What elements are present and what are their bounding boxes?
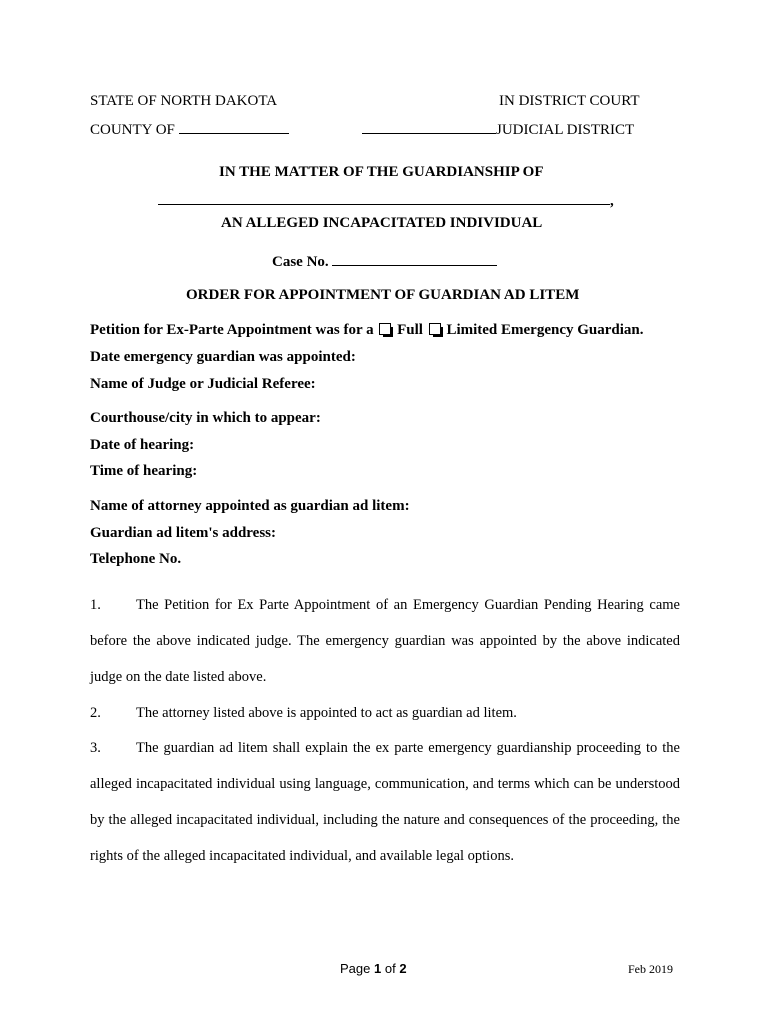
district-label: JUDICIAL DISTRICT [496, 122, 635, 138]
page-current: 1 [374, 961, 382, 976]
state-label: STATE OF NORTH DAKOTA [90, 93, 278, 109]
hearing-date-label: Date of hearing: [90, 437, 195, 453]
page-prefix: Page [340, 961, 371, 976]
revision-date: Feb 2019 [628, 962, 673, 976]
ward-name-comma: , [610, 193, 614, 209]
date-appointed-label: Date emergency guardian was appointed: [90, 349, 356, 365]
hearing-time-label: Time of hearing: [90, 463, 198, 479]
page-of: of [384, 961, 396, 976]
county-line [90, 119, 289, 139]
individual-heading: AN ALLEGED INCAPACITATED INDIVIDUAL [221, 215, 543, 231]
county-field[interactable] [179, 119, 289, 134]
county-label: COUNTY OF [90, 122, 175, 138]
petition-line [90, 322, 644, 339]
paragraph-text: The attorney listed above is appointed to act as guardian ad litem. [136, 705, 517, 721]
petition-label: Petition for Ex-Parte Appointment was for a [90, 322, 374, 338]
paragraph-number: 1. [90, 597, 101, 613]
paragraph-number: 2. [90, 705, 101, 721]
courthouse-label: Courthouse/city in which to appear: [90, 410, 321, 426]
paragraph-1 [90, 587, 680, 695]
limited-checkbox[interactable] [429, 323, 441, 335]
paragraph-number: 3. [90, 740, 101, 756]
court-label: IN DISTRICT COURT [499, 93, 640, 109]
paragraph-text: The guardian ad litem shall explain the ex parte emergency guardianship proceeding to the alleged incapacitated individual using language, communication, and terms which can be understood by the alleged incapacitated individual, including the nature and consequences of the proceeding, the rights of the alleged incapacitated individual, and available legal options. [90, 740, 680, 864]
telephone-label: Telephone No. [90, 551, 182, 567]
page-total: 2 [399, 961, 407, 976]
district-field[interactable] [362, 119, 496, 134]
judge-name-label: Name of Judge or Judicial Referee: [90, 376, 316, 392]
ward-name-line [158, 190, 614, 210]
matter-heading: IN THE MATTER OF THE GUARDIANSHIP OF [219, 164, 544, 180]
case-number-field[interactable] [332, 251, 497, 266]
full-option-label: Full [397, 322, 423, 338]
paragraph-2 [90, 695, 680, 731]
order-title: ORDER FOR APPOINTMENT OF GUARDIAN AD LITEM [186, 287, 580, 303]
ward-name-field[interactable] [158, 190, 610, 205]
paragraph-3 [90, 730, 680, 874]
gal-address-label: Guardian ad litem's address: [90, 525, 276, 541]
full-checkbox[interactable] [379, 323, 391, 335]
paragraph-text: The Petition for Ex Parte Appointment of an Emergency Guardian Pending Hearing came before the above indicated judge. The emergency guardian was appointed by the above indicated judge on the date listed above. [90, 597, 680, 685]
attorney-name-label: Name of attorney appointed as guardian ad litem: [90, 498, 410, 514]
limited-option-label: Limited Emergency Guardian. [446, 322, 644, 338]
page-indicator [340, 961, 407, 976]
case-number-label: Case No. [272, 254, 329, 270]
district-line [362, 119, 634, 139]
case-number-line [272, 251, 497, 271]
